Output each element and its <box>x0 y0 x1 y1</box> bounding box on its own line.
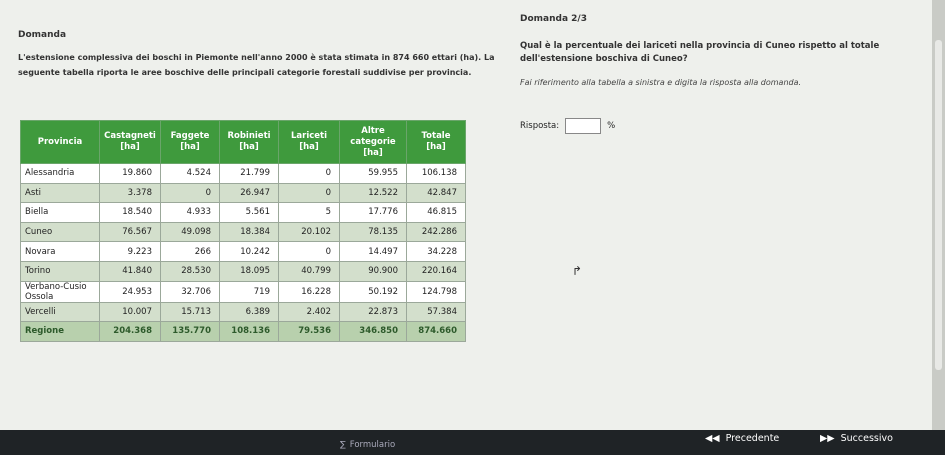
value-cell: 9.223 <box>100 242 161 262</box>
value-cell: 14.497 <box>340 242 407 262</box>
percent-unit: % <box>607 121 616 131</box>
column-header: Provincia <box>21 121 100 164</box>
value-cell: 4.524 <box>161 164 220 184</box>
total-cell: 79.536 <box>279 322 340 342</box>
value-cell: 57.384 <box>407 302 466 322</box>
value-cell: 2.402 <box>279 302 340 322</box>
right-panel <box>520 14 920 90</box>
table-row <box>21 281 466 302</box>
answer-input[interactable] <box>565 118 601 134</box>
table-header-row <box>21 121 466 164</box>
value-cell: 42.847 <box>407 183 466 203</box>
formula-label: Formulario <box>349 440 396 450</box>
region-cell: Regione <box>21 322 100 342</box>
rewind-icon: ◀◀ <box>705 433 720 444</box>
value-cell: 59.955 <box>340 164 407 184</box>
value-cell: 41.840 <box>100 261 161 281</box>
hint-text: Fai riferimento alla tabella a sinistra e digita la risposta alla domanda. <box>520 78 802 87</box>
table-row <box>21 242 466 262</box>
value-cell: 0 <box>279 183 340 203</box>
column-header: Totale [ha] <box>407 121 466 164</box>
previous-button[interactable] <box>705 433 779 444</box>
value-cell: 12.522 <box>340 183 407 203</box>
forest-table <box>20 120 466 342</box>
previous-label: Precedente <box>725 433 780 444</box>
question-heading: Domanda <box>18 30 67 40</box>
next-button[interactable] <box>820 433 893 444</box>
value-cell: 78.135 <box>340 222 407 242</box>
formula-icon: ∑ <box>340 440 346 450</box>
value-cell: 22.873 <box>340 302 407 322</box>
value-cell: 32.706 <box>161 281 220 302</box>
province-cell: Cuneo <box>21 222 100 242</box>
formula-button[interactable] <box>340 440 395 450</box>
table-row <box>21 164 466 184</box>
value-cell: 18.540 <box>100 203 161 223</box>
column-header: Altre categorie [ha] <box>340 121 407 164</box>
answer-label: Risposta: <box>520 121 560 131</box>
value-cell: 19.860 <box>100 164 161 184</box>
value-cell: 46.815 <box>407 203 466 223</box>
value-cell: 40.799 <box>279 261 340 281</box>
total-cell: 108.136 <box>220 322 279 342</box>
table-row <box>21 222 466 242</box>
value-cell: 17.776 <box>340 203 407 223</box>
province-cell: Vercelli <box>21 302 100 322</box>
value-cell: 106.138 <box>407 164 466 184</box>
value-cell: 6.389 <box>220 302 279 322</box>
value-cell: 20.102 <box>279 222 340 242</box>
table-body <box>21 164 466 342</box>
table-row <box>21 183 466 203</box>
value-cell: 76.567 <box>100 222 161 242</box>
province-cell: Alessandria <box>21 164 100 184</box>
total-cell: 204.368 <box>100 322 161 342</box>
table-row <box>21 261 466 281</box>
value-cell: 28.530 <box>161 261 220 281</box>
column-header: Faggete [ha] <box>161 121 220 164</box>
value-cell: 242.286 <box>407 222 466 242</box>
vertical-scrollbar[interactable] <box>932 0 945 430</box>
next-label: Successivo <box>840 433 893 444</box>
total-cell: 135.770 <box>161 322 220 342</box>
value-cell: 24.953 <box>100 281 161 302</box>
value-cell: 10.242 <box>220 242 279 262</box>
value-cell: 49.098 <box>161 222 220 242</box>
total-row <box>21 322 466 342</box>
province-cell: Torino <box>21 261 100 281</box>
value-cell: 18.095 <box>220 261 279 281</box>
column-header: Castagneti [ha] <box>100 121 161 164</box>
value-cell: 0 <box>279 242 340 262</box>
answer-row <box>520 118 615 134</box>
value-cell: 220.164 <box>407 261 466 281</box>
value-cell: 5 <box>279 203 340 223</box>
value-cell: 21.799 <box>220 164 279 184</box>
left-panel <box>18 30 498 80</box>
value-cell: 10.007 <box>100 302 161 322</box>
table-row <box>21 302 466 322</box>
value-cell: 3.378 <box>100 183 161 203</box>
column-header: Robinieti [ha] <box>220 121 279 164</box>
value-cell: 266 <box>161 242 220 262</box>
value-cell: 18.384 <box>220 222 279 242</box>
province-cell: Biella <box>21 203 100 223</box>
value-cell: 719 <box>220 281 279 302</box>
value-cell: 0 <box>279 164 340 184</box>
province-cell: Verbano-Cusio Ossola <box>21 281 100 302</box>
value-cell: 16.228 <box>279 281 340 302</box>
forward-icon: ▶▶ <box>820 433 835 444</box>
mouse-cursor-icon: ↱ <box>572 264 583 278</box>
province-cell: Asti <box>21 183 100 203</box>
value-cell: 5.561 <box>220 203 279 223</box>
value-cell: 124.798 <box>407 281 466 302</box>
total-cell: 874.660 <box>407 322 466 342</box>
value-cell: 26.947 <box>220 183 279 203</box>
value-cell: 15.713 <box>161 302 220 322</box>
province-cell: Novara <box>21 242 100 262</box>
table-row <box>21 203 466 223</box>
value-cell: 50.192 <box>340 281 407 302</box>
scrollbar-thumb[interactable] <box>935 40 942 370</box>
value-cell: 0 <box>161 183 220 203</box>
column-header: Lariceti [ha] <box>279 121 340 164</box>
intro-text: L'estensione complessiva dei boschi in Piemonte nell'anno 2000 è stata stimata in 874 660 ettari (ha). La seguente tabella riporta le aree boschive delle principali categorie forestali suddivise per provincia. <box>18 53 495 77</box>
question-counter: Domanda 2/3 <box>520 14 587 24</box>
value-cell: 34.228 <box>407 242 466 262</box>
value-cell: 4.933 <box>161 203 220 223</box>
footer-bar <box>0 430 945 455</box>
value-cell: 90.900 <box>340 261 407 281</box>
total-cell: 346.850 <box>340 322 407 342</box>
question-text: Qual è la percentuale dei lariceti nella provincia di Cuneo rispetto al totale dell'estensione boschiva di Cuneo? <box>520 41 880 64</box>
